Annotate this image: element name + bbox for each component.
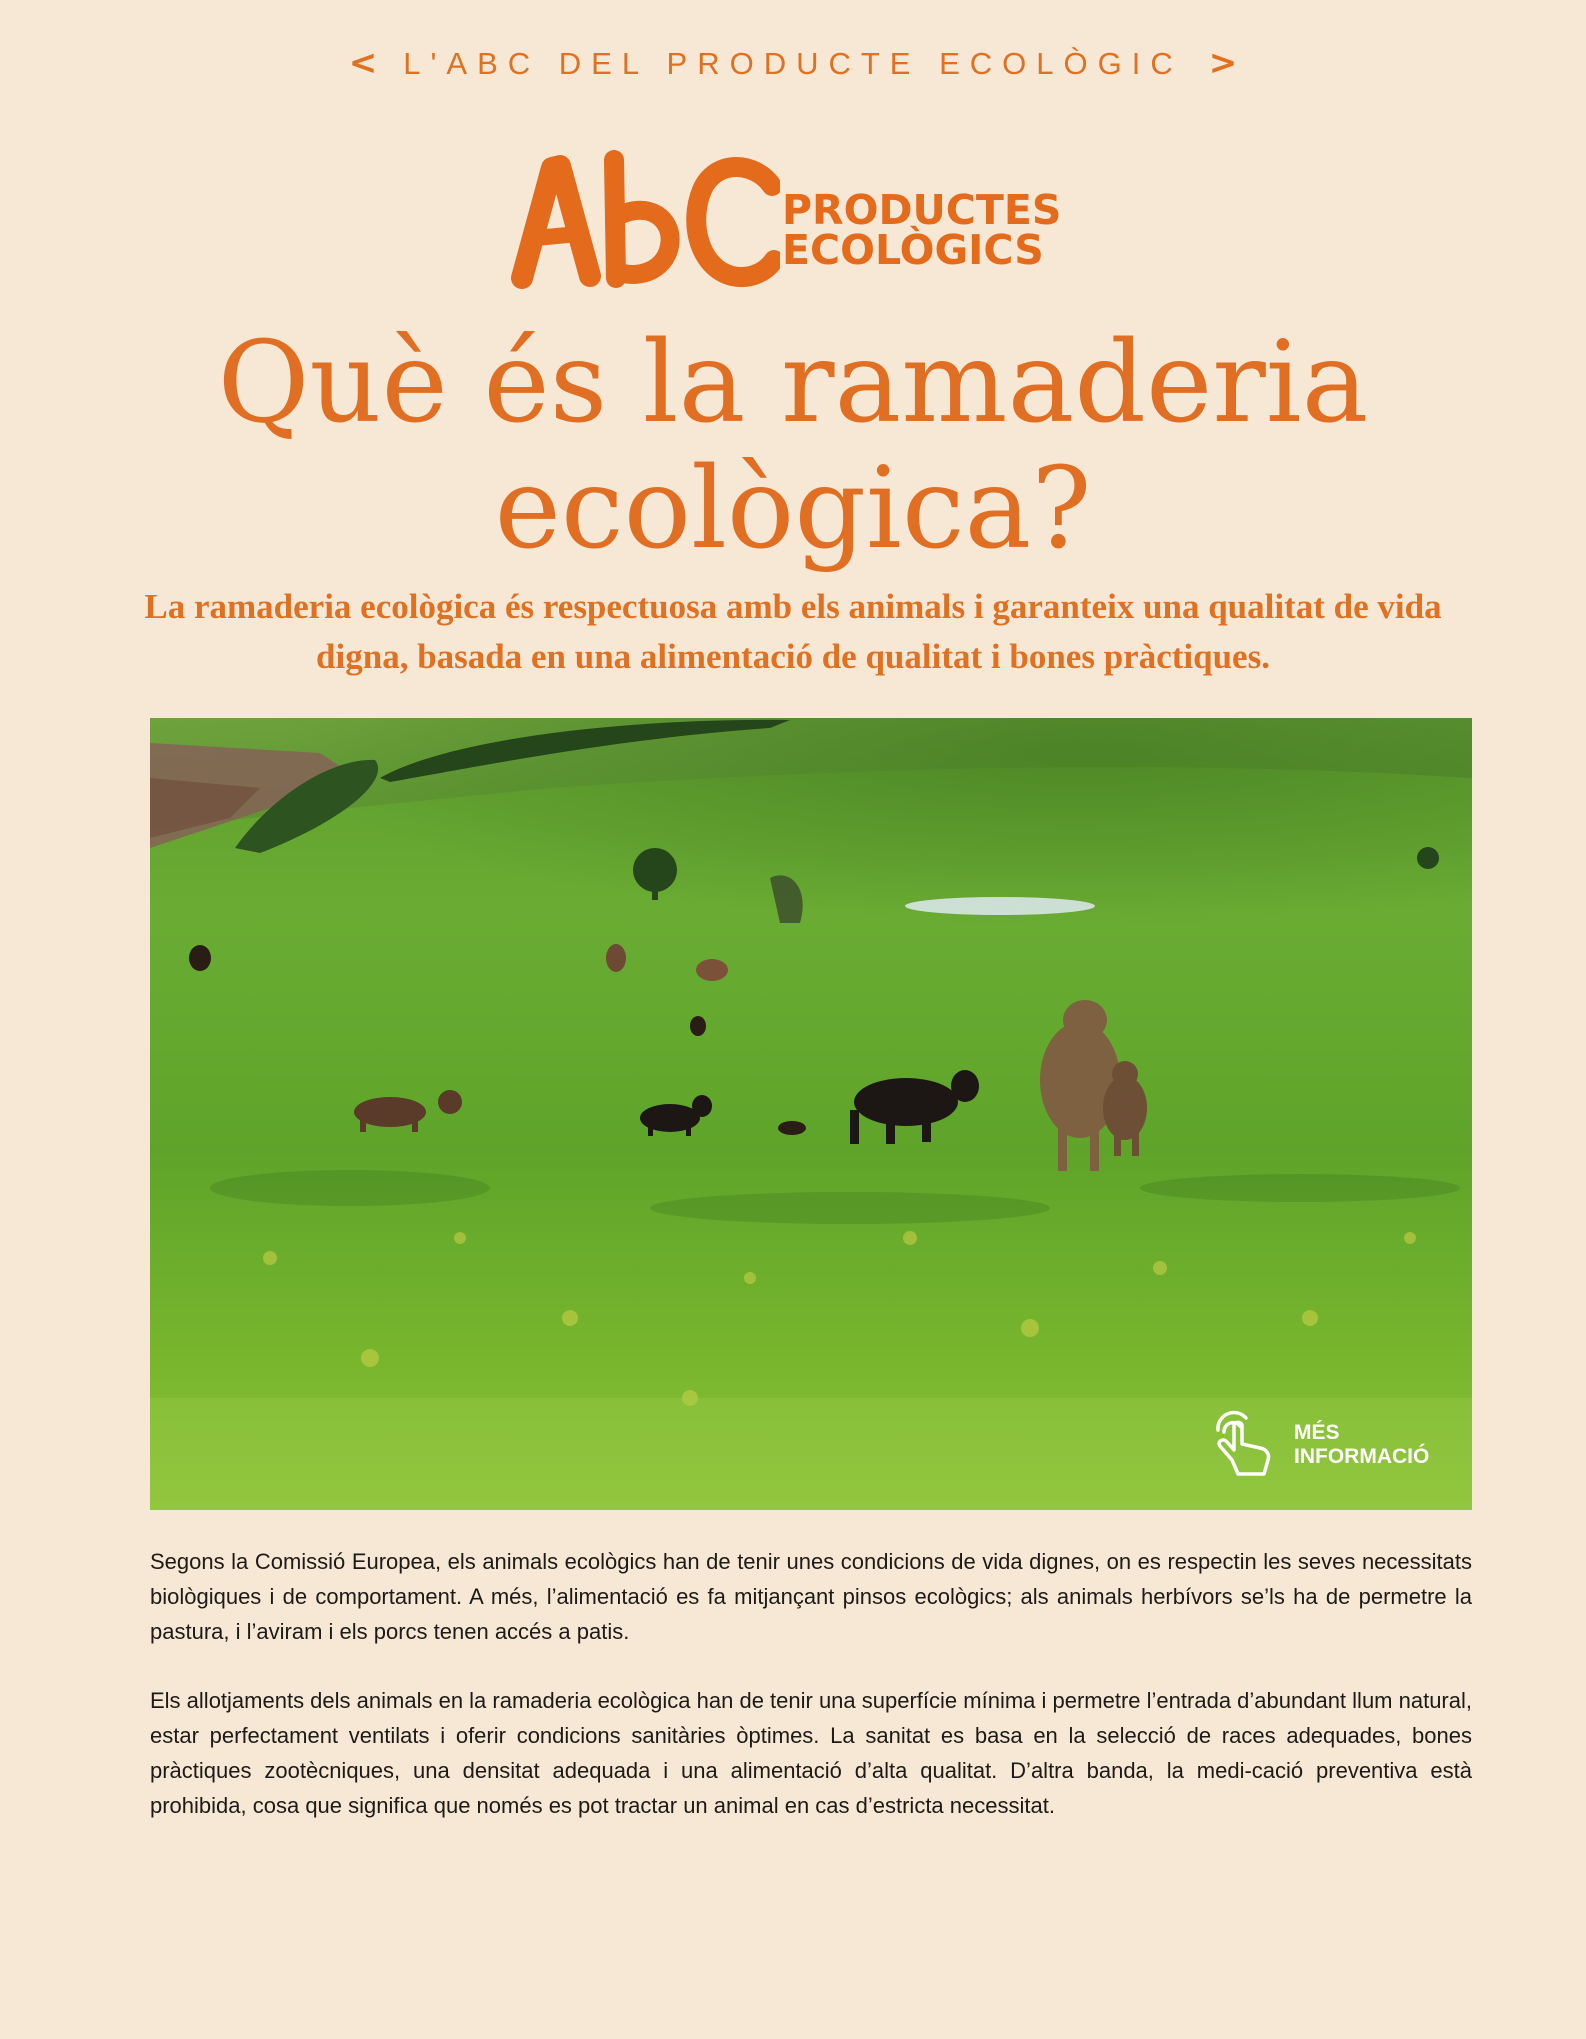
more-info-button[interactable]	[1212, 1410, 1444, 1480]
prev-section-button[interactable]: <	[348, 43, 378, 83]
abc-letters-mark	[510, 150, 780, 290]
more-info-label	[1294, 1421, 1444, 1469]
article-body	[150, 1544, 1472, 1857]
body-paragraph-1: Segons la Comissió Europea, els animals ecològics han de tenir unes condicions de vida dignes, on es respectin les seves necessitats biològiques i de comportament. A més, l’alimentació es fa mitjançant pinsos ecològics; als animals herbívors se’ls ha de permetre la pastura, i l’aviram i els porcs tenen accés a patis.	[150, 1549, 1472, 1644]
body-paragraph-2: Els allotjaments dels animals en la ramaderia ecològica han de tenir una superfície mínima i permetre l’entrada d’abundant llum natural, estar perfectament ventilats i oferir condicions sanitàries òptimes. La sanitat es basa en la selecció de races adequades, bones pràctiques zootècniques, una densitat adequada i una alimentació d’alta qualitat. D’altra banda, la medi-cació preventiva està prohibida, cosa que significa que només es pot tractar un animal en cas d’estricta necessitat.	[150, 1688, 1472, 1818]
page-title	[0, 320, 1586, 572]
title-line-1: Què és la ramaderia	[217, 318, 1369, 448]
section-nav	[0, 43, 1586, 83]
abc-logo	[510, 150, 1090, 290]
pasture-photo	[150, 718, 1472, 1510]
section-label: L'ABC DEL PRODUCTE ECOLÒGIC	[403, 45, 1183, 81]
page-subtitle: La ramaderia ecològica és respectuosa amb els animals i garanteix una qualitat de vida digna, basada en una alimentació de qualitat i bones pràctiques.	[144, 587, 1442, 676]
pasture-illustration	[150, 718, 1472, 1510]
more-info-line-1: MÉS	[1294, 1421, 1340, 1444]
logo-line-1: PRODUCTES	[782, 186, 1062, 234]
more-info-line-2: INFORMACIÓ	[1294, 1445, 1430, 1468]
logo-line-2: ECOLÒGICS	[782, 226, 1044, 274]
next-section-button[interactable]: >	[1208, 43, 1238, 83]
hand-pointer-icon	[1212, 1410, 1276, 1480]
logo-wordmark	[782, 186, 1062, 274]
title-line-2: ecològica?	[494, 444, 1092, 574]
